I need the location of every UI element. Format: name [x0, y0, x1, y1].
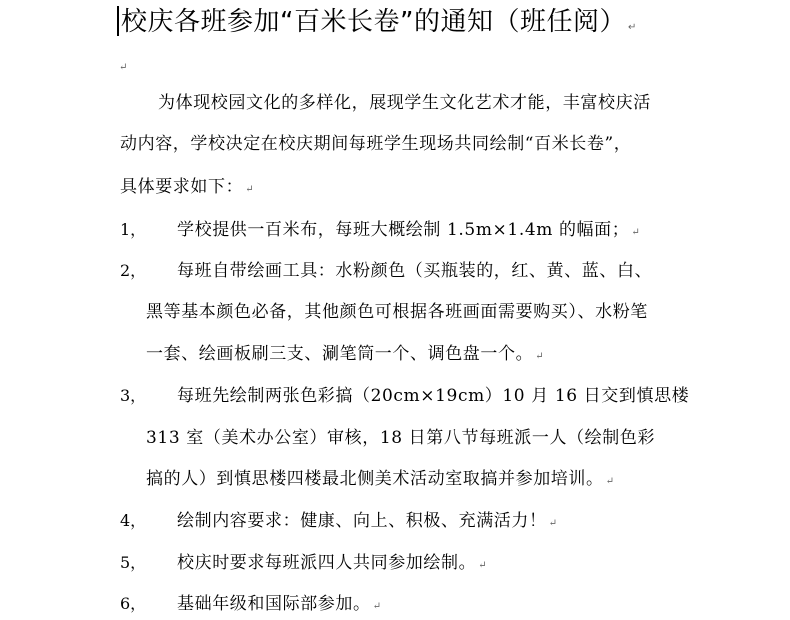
- paragraph-mark-icon: ↵: [245, 184, 255, 195]
- text-cursor: [117, 6, 119, 36]
- document-title: 校庆各班参加“百米长卷”的通知（班任阅） ↵: [121, 7, 637, 37]
- list-item-line: 搞的人）到慎思楼四楼最北侧美术活动室取搞并参加培训。 ↵: [146, 469, 615, 489]
- intro-line: 具体要求如下： ↵: [120, 177, 255, 197]
- paragraph-mark-icon: ↵: [627, 22, 637, 33]
- list-item-line: 学校提供一百米布，每班大概绘制 1.5m×1.4m 的幅面； ↵: [177, 220, 641, 240]
- list-item-number: 4，: [120, 511, 147, 530]
- paragraph-mark-icon: ↵: [548, 518, 558, 529]
- list-item-line: 一套、绘画板刷三支、涮笔筒一个、调色盘一个。 ↵: [146, 344, 545, 364]
- list-item-line: 313 室（美术办公室）审核，18 日第八节每班派一人（绘制色彩: [146, 428, 656, 448]
- paragraph-mark-icon: ↵: [535, 351, 545, 362]
- intro-line: 为体现校园文化的多样化，展现学生文化艺术才能，丰富校庆活: [158, 93, 651, 113]
- list-item-line: 每班先绘制两张色彩搞（20cm×19cm）10 月 16 日交到慎思楼: [177, 386, 690, 406]
- paragraph-mark-icon: ↵: [119, 62, 128, 73]
- list-item-number: 5，: [120, 553, 147, 572]
- list-item-line: 每班自带绘画工具：水粉颜色（买瓶装的，红、黄、蓝、白、: [177, 261, 653, 281]
- list-item-number: 2，: [120, 261, 147, 280]
- paragraph-mark-icon: ↵: [372, 601, 382, 612]
- paragraph-mark-icon: ↵: [605, 476, 615, 487]
- list-item-line: 校庆时要求每班派四人共同参加绘制。 ↵: [177, 553, 488, 573]
- list-item-number: 1，: [120, 220, 147, 239]
- paragraph-mark-icon: ↵: [631, 227, 641, 238]
- intro-line: 动内容，学校决定在校庆期间每班学生现场共同绘制“百米长卷”，: [120, 134, 632, 154]
- list-item-line: 黑等基本颜色必备，其他颜色可根据各班画面需要购买）、水粉笔: [146, 302, 648, 322]
- paragraph-mark-icon: ↵: [478, 560, 488, 571]
- list-item-line: 基础年级和国际部参加。 ↵: [177, 594, 382, 614]
- list-item-line: 绘制内容要求：健康、向上、积极、充满活力！ ↵: [177, 511, 558, 531]
- list-item-number: 3，: [120, 386, 147, 405]
- list-item-number: 6，: [120, 594, 147, 613]
